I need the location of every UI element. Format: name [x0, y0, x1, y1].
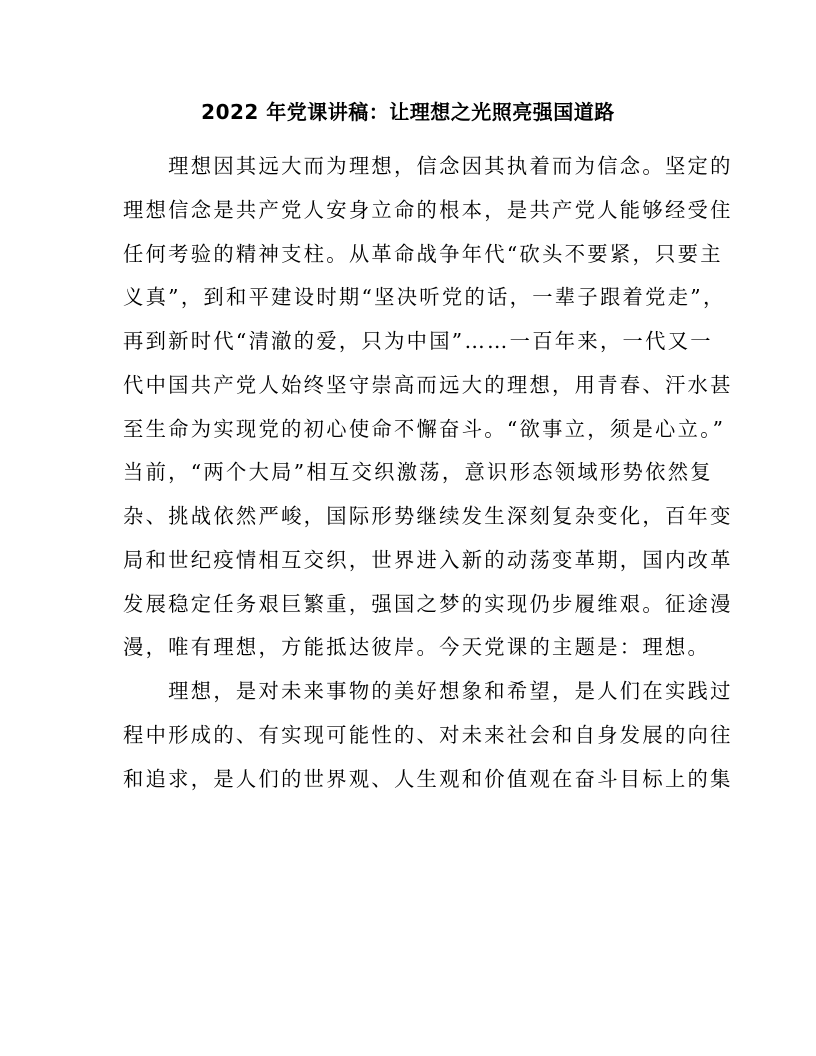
text-line: 漫，唯有理想，方能抵达彼岸。今天党课的主题是：理想。 — [123, 635, 711, 660]
text-line: 任何考验的精神支柱。从革命战争年代“砍头不要紧，只要主 — [123, 241, 723, 266]
document-title: 2022 年党课讲稿：让理想之光照亮强国道路 — [201, 100, 615, 124]
document-body — [123, 145, 733, 801]
text-line: 理想因其远大而为理想，信念因其执着而为信念。坚定的 — [123, 154, 733, 178]
text-line: 再到新时代“清澈的爱，只为中国”……一百年来，一代又一 — [123, 329, 713, 353]
text-line: 理想信念是共产党人安身立命的根本，是共产党人能够经受住 — [123, 197, 733, 222]
text-line: 局和世纪疫情相互交织，世界进入新的动荡变革期，国内改革 — [123, 547, 733, 572]
text-line: 义真”，到和平建设时期“坚决听党的话，一辈子跟着党走”， — [123, 285, 726, 310]
text-line: 杂、挑战依然严峻，国际形势继续发生深刻复杂变化，百年变 — [123, 504, 733, 528]
text-line: 至生命为实现党的初心使命不懈奋斗。“欲事立，须是心立。” — [123, 416, 726, 441]
text-line: 代中国共产党人始终坚守崇高而远大的理想，用青春、汗水甚 — [123, 372, 733, 397]
text-line: 和追求，是人们的世界观、人生观和价值观在奋斗目标上的集 — [123, 766, 733, 791]
text-line: 当前，“两个大局”相互交织激荡，意识形态领域形势依然复 — [123, 460, 713, 485]
text-line: 理想，是对未来事物的美好想象和希望，是人们在实践过 — [123, 679, 733, 703]
text-line: 程中形成的、有实现可能性的、对未来社会和自身发展的向往 — [123, 722, 733, 747]
text-line: 发展稳定任务艰巨繁重，强国之梦的实现仍步履维艰。征途漫 — [123, 591, 733, 616]
